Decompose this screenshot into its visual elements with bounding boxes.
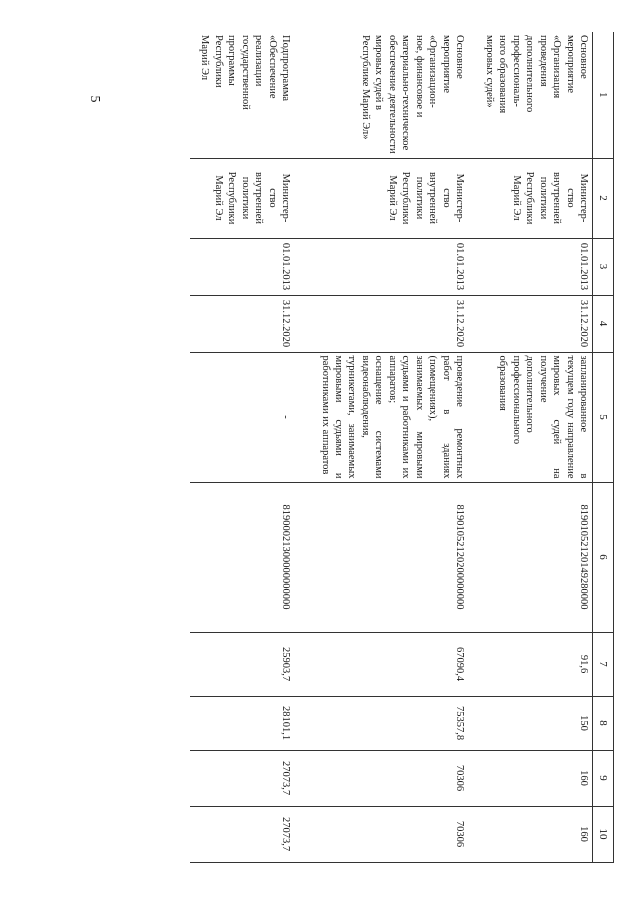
value-cell: 91,6 <box>468 632 593 696</box>
page-number: 5 <box>87 95 102 103</box>
value-cell: 75357,8 <box>294 696 468 750</box>
start-date-cell: 01.01.2013 <box>468 238 593 295</box>
col-header: 5 <box>593 352 614 482</box>
end-date-cell: 31.12.2020 <box>468 295 593 352</box>
value-cell: 27073,7 <box>190 750 294 806</box>
value-cell: 67090,4 <box>294 632 468 696</box>
value-cell: 70306 <box>294 806 468 862</box>
executor-cell: Министер- ство внутренней политики Республики Марий Эл <box>190 158 294 238</box>
table-row <box>190 32 294 862</box>
result-cell: запланированное в текущем году направление мировых судей на получение дополнительного профессионального образования <box>468 352 593 482</box>
value-cell: 160 <box>468 806 593 862</box>
col-header: 7 <box>593 632 614 696</box>
start-date-cell: 01.01.2013 <box>294 238 468 295</box>
budget-code-cell: 81901052120149280000 <box>468 482 593 632</box>
col-header: 3 <box>593 238 614 295</box>
end-date-cell: 31.12.2020 <box>294 295 468 352</box>
result-cell: проведение ремонтных работ в зданиях (помещениях), занимаемых мировыми судьями и работниками их аппаратов; оснащение системами видеонаблюдения, турникетами, занимаемых мировыми судьями и работниками их аппаратов <box>294 352 468 482</box>
executor-cell: Министер- ство внутренней политики Республики Марий Эл <box>468 158 593 238</box>
col-header: 4 <box>593 295 614 352</box>
event-name-cell: Подпрограмма «Обеспечение реализации государственной программы Республики Марий Эл <box>190 32 294 158</box>
value-cell: 27073,7 <box>190 806 294 862</box>
event-name-cell: Основное мероприятие «Организацион- ное, финансовое и материально-техническое обеспечение деятельности мировых судей в Республике Марий Эл» <box>294 32 468 158</box>
start-date-cell: 01.01.2013 <box>190 238 294 295</box>
end-date-cell: 31.12.2020 <box>190 295 294 352</box>
value-cell: 150 <box>468 696 593 750</box>
budget-code-cell: 81900021300000000000 <box>190 482 294 632</box>
col-header: 9 <box>593 750 614 806</box>
col-header: 10 <box>593 806 614 862</box>
table-row <box>294 32 468 862</box>
col-header: 6 <box>593 482 614 632</box>
header-row <box>593 32 614 862</box>
value-cell: 25903,7 <box>190 632 294 696</box>
value-cell: 70306 <box>294 750 468 806</box>
executor-cell: Министер- ство внутренней политики Республики Марий Эл <box>294 158 468 238</box>
budget-code-cell: 81901052120200000000 <box>294 482 468 632</box>
result-cell: - <box>190 352 294 482</box>
col-header: 1 <box>593 32 614 158</box>
value-cell: 160 <box>468 750 593 806</box>
event-name-cell: Основное мероприятие «Организация проведения дополнительного профессиональ- ного образования мировых судей» <box>468 32 593 158</box>
rotated-page-content <box>144 32 614 862</box>
col-header: 8 <box>593 696 614 750</box>
col-header: 2 <box>593 158 614 238</box>
value-cell: 28101,1 <box>190 696 294 750</box>
program-table <box>190 32 614 863</box>
table-row <box>468 32 593 862</box>
